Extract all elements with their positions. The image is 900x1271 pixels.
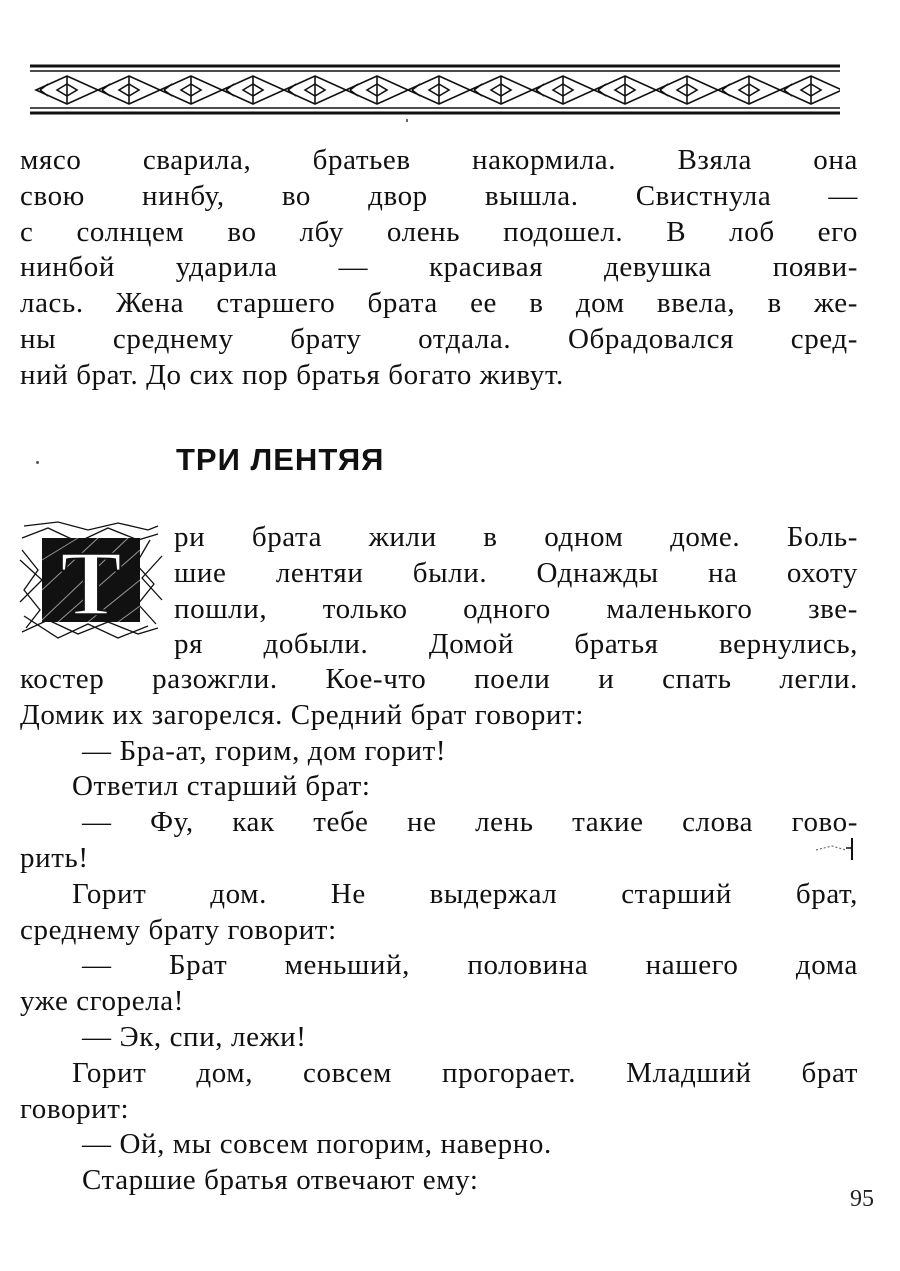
story-title: ТРИ ЛЕНТЯЯ (176, 442, 385, 477)
text-line: уже сгорела! (20, 985, 185, 1018)
drop-cap-letter: Т (60, 532, 122, 634)
text-line: свою нинбу, во двор вышла. Свистнула — (20, 179, 858, 212)
text-line: костер разожгли. Кое-что поели и спать легли. (20, 663, 858, 695)
text-line: пошли, только одного маленького зве- (174, 592, 858, 625)
text-line: мясо сварила, братьев накормила. Взяла она (20, 144, 858, 176)
page-number: 95 (850, 1186, 874, 1212)
text-line: нинбой ударила — красивая девушка появи- (20, 251, 858, 284)
text-line: среднему брату говорит: (20, 913, 337, 946)
text-line: говорит: (20, 1092, 130, 1125)
dialogue-line: — Брат меньший, половина нашего дома (82, 949, 858, 982)
text-line: ны среднему брату отдала. Обрадовался сред- (20, 322, 858, 355)
text-line: Домик их загорелся. Средний брат говорит: (20, 698, 584, 731)
text-line: Ответил старший брат: (72, 770, 371, 803)
dialogue-line: — Фу, как тебе не лень такие слова гово- (82, 806, 858, 839)
dialogue-line: — Эк, спи, лежи! (82, 1020, 307, 1053)
drop-cap-ornament (18, 520, 164, 640)
scan-speck (36, 461, 39, 464)
text-line: Горит дом, совсем прогорает. Младший брат (72, 1056, 858, 1089)
dialogue-line: — Бра-ат, горим, дом горит! (82, 734, 447, 767)
text-line: с солнцем во лбу олень подошел. В лоб его (20, 215, 858, 248)
story-body (20, 662, 858, 1199)
text-line: Старшие братья отвечают ему: (82, 1164, 479, 1197)
text-line: шие лентяи были. Однажды на охоту (174, 556, 858, 589)
text-line: ря добыли. Домой братья вернулись, (174, 628, 858, 661)
text-line: лась. Жена старшего брата ее в дом ввела, в же- (20, 287, 858, 320)
scan-speck (406, 119, 408, 122)
text-line: Горит дом. Не выдержал старший брат, (72, 877, 858, 910)
text-line: ний брат. До сих пор братья богато живут. (20, 358, 564, 391)
story-opening-lines (174, 520, 858, 663)
dialogue-line: — Ой, мы совсем погорим, наверно. (82, 1128, 552, 1161)
text-line: рить! (20, 841, 89, 874)
previous-story-text (20, 143, 858, 394)
text-line: ри брата жили в одном доме. Боль- (174, 521, 858, 553)
scan-margin-mark (812, 836, 862, 862)
ornament-border (30, 62, 840, 116)
